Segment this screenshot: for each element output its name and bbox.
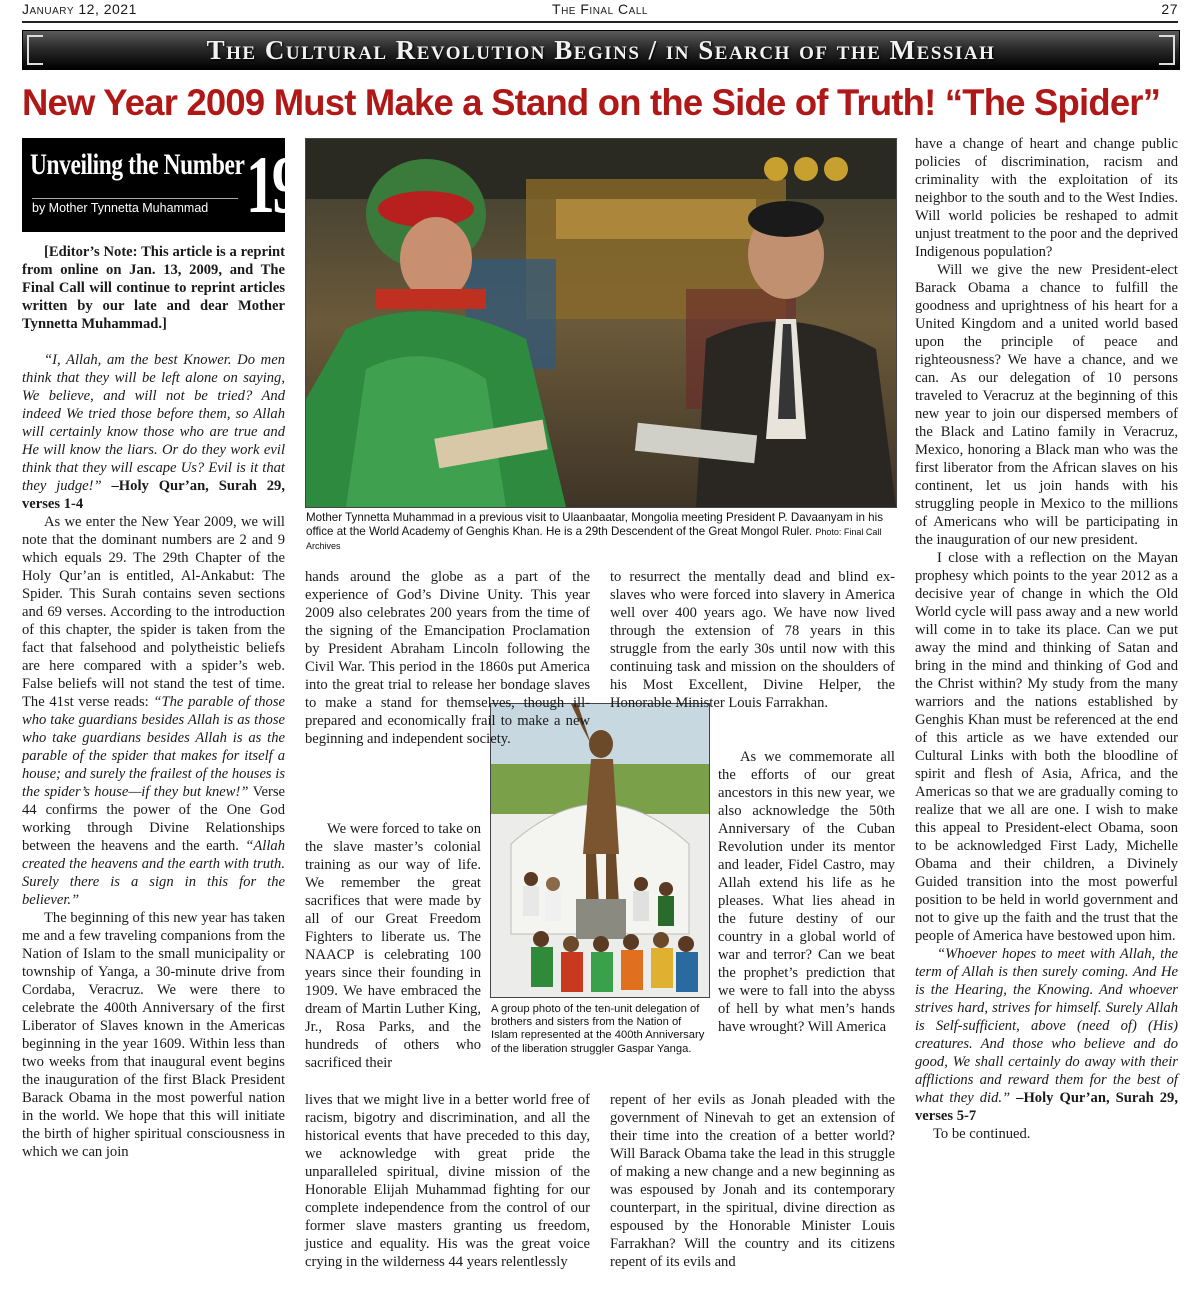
banner-title: The Cultural Revolution Begins / in Search of the Messiah xyxy=(206,35,996,65)
paragraph: As we commemorate all the efforts of our great ancestors in this new year, we also acknowledge the 50th Anniversary of the Cuban Revolution under its mentor and leader, Fidel Castro, may Allah extend his life as he pleases. What lies ahead in the future destiny of our country in a global world of war and terror? Can we beat the prophet’s prediction that we were to fall into the abyss of hell by what men’s hands have wrought? Will America xyxy=(718,749,895,1035)
column-logo-title: Unveiling the Number xyxy=(30,148,245,181)
paragraph xyxy=(22,513,285,909)
paragraph: lives that we might live in a better world free of racism, bigotry and discrimination, and all the historical events that have preceded to this day, we acknowledge with great pride the unparalleled spiritual, divine mission of the Honorable Elijah Muhammad fighting for our complete independence from the control of our former slave masters granting us freedom, justice and equality. His was the great voice crying in the wilderness 44 years relentlessly xyxy=(305,1092,590,1270)
column-3-middle xyxy=(718,748,895,1036)
photo2-caption: A group photo of the ten-unit delegation of brothers and sisters from the Nation of Islam represented at the 400th Anniversary of the liberation struggler Gaspar Yanga. xyxy=(491,1003,705,1055)
column-2-middle xyxy=(305,820,481,1072)
opening-quote xyxy=(22,351,285,513)
paragraph: Will we give the new President-elect Barack Obama a chance to fulfill the goodness and uprightness of his heart for a United Kingdom and a united world based upon the principle of peace and righteousness? We have a chance, and we can. As our delegation of 10 persons traveled to Veracruz at the beginning of this new year to join our dispersed members of the Black and Latino family in Veracruz, Mexico, honoring a Black man who was the first liberator from the African slaves on his continent, let us join hands with his struggling people in Mexico to the millions of Americans who will be participating in the inauguration of our new president. xyxy=(915,262,1178,548)
photo1-caption: Mother Tynnetta Muhammad in a previous visit to Ulaanbaatar, Mongolia meeting President P. Davaanyam in his office at the World Academy of Genghis Khan. He is a 29th Descendent of the Great Mongol Ruler. xyxy=(306,511,883,538)
closing-quote-ref: –Holy Qur’an, Surah 29, verses 5-7 xyxy=(915,1090,1178,1124)
paragraph: hands around the globe as a part of the experience of God’s Divine Unity. This year 2009 also celebrates 200 years from the time of the signing of the Emancipation Proclamation by President Abraham Lincoln following the Civil War. This period in the 1860s put America into the great trial to release her bondage slaves to make a stand for themselves, though ill-prepared and economically frail to make a new beginning and independent society. xyxy=(305,569,590,747)
closing-quote-text: “Whoever hopes to meet with Allah, the term of Allah is then surely coming. And He is the Hearing, the Knowing. And whoever strives hard, strives for himself. Surely Allah is Self-sufficient, above (need of) (His) creatures. And those who believe and do good, We shall certainly do away with their afflictions and reward them for the best of what they did.” xyxy=(915,946,1178,1106)
photo1-caption-block xyxy=(306,511,896,553)
p1-text-a: As we enter the New Year 2009, we will note that the dominant numbers are 2 and 9 which equals 29. The 29th Chapter of the Holy Qur’an is entitled, Al-Ankabut: The Spider. This Surah contains seven sections and 69 verses. According to the introduction of this chapter, the spider is taken from the fact that falsehood and polytheistic beliefs are here compared with a spider’s web. False beliefs will not stand the test of time. The 41st verse reads: xyxy=(22,514,285,710)
publication-name: The Final Call xyxy=(552,1,648,17)
closing-quote xyxy=(915,945,1178,1125)
p1-text-b: Verse 44 confirms the power of the One God working through Divine Relationships between the heavens and the earth. xyxy=(22,784,285,854)
opening-quote-ref: –Holy Qur’an, Surah 29, verses 1-4 xyxy=(22,478,285,512)
column-4 xyxy=(915,135,1178,1143)
to-be-continued: To be continued. xyxy=(933,1126,1031,1142)
column-logo-number: 19 xyxy=(246,139,298,230)
paragraph: I close with a reflection on the Mayan prophesy which points to the year 2012 as a decisive year of change in which the Old World cycle will pass away and a new world will come in to take its place. Can we put away the mind and thinking of Satan and bring in the mind and thinking of God and the Christ within? My study from the many warriors and the nations established by Genghis Khan must be referenced at the end of this article as we have extended our Cultural Links with both the bloodline of spirit and flesh of Asia, Africa, and the Americas so that we are gradually coming to realize that we all are one. I wish to make this appeal to President-elect Obama, soon to be acknowledged First Lady, Michelle Obama and their children, a Divinely Guided transition into the most powerful position to be held in world government and not to give up the faith and the trust that the people of America have bestowed upon him. xyxy=(915,550,1178,944)
page-number: 27 xyxy=(1161,1,1178,17)
column-2-top xyxy=(305,568,590,748)
column-logo xyxy=(22,138,298,232)
column-3-top xyxy=(610,568,895,712)
p1-quote-2: “Allah created the heavens and the earth with truth. Surely there is a sign in this for the believer.” xyxy=(22,838,285,908)
opening-quote-text: “I, Allah, am the best Knower. Do men think that they will be left alone on saying, We believe, and will not be tried? And indeed We tried those before them, so Allah will certainly know those who are true and He will know the liars. Or do they work evil think that they will escape Us? Evil is it that they judge!” xyxy=(22,352,285,494)
photo-mongolia-meeting xyxy=(305,138,897,508)
article-headline: New Year 2009 Must Make a Stand on the Side of Truth! “The Spider” xyxy=(22,82,1161,123)
paragraph: repent of her evils as Jonah pleaded with the government of Ninevah to get an extension of their time into the creation of a better world? Will Barack Obama take the lead in this struggle of making a new change and a new beginning as was espoused by Jonah and its contemporary counterpart, in the spiritual, divine direction as espoused by the Honorable Minister Louis Farrakhan? Will the country and its citizens repent of its evils and xyxy=(610,1092,895,1270)
column-3-bottom xyxy=(610,1091,895,1271)
paragraph: The beginning of this new year has taken me and a few traveling companions from the Nation of Islam to the small municipality or township of Yanga, a 30-minute drive from Cordaba, Veracruz. We were there to celebrate the 400th Anniversary of the first Liberator of Slaves known in the Americas beginning in the year 1609. Within less than two weeks from that inaugural event begins the inauguration of the first Black President Barack Obama in the most powerful nation in the world. We hope that this will initiate the birth of higher spiritual consciousness in which we can join xyxy=(22,910,285,1160)
column-logo-byline: by Mother Tynnetta Muhammad xyxy=(32,198,238,215)
paragraph: We were forced to take on the slave master’s colonial training as our way of life. We remember the great sacrifices that were made by all of our Great Freedom Fighters to liberate us. The NAACP is celebrating 100 years since their founding in 1909. We have embraced the dream of Martin Luther King, Jr., Rosa Parks, and the hundreds of others who sacrificed their xyxy=(305,821,481,1071)
paragraph: have a change of heart and change public policies of discrimination, racism and criminality with the exploitation of its neighbor to the south and to the West Indies. Will world policies be reshaped to admit unjust treatment to the poor and the deprived Indigenous population? xyxy=(915,136,1178,260)
photo1-credit: Photo: Final Call Archives xyxy=(306,527,882,551)
header-rule xyxy=(22,21,1178,23)
photo-mongolia-image xyxy=(306,139,896,507)
editors-note: [Editor’s Note: This article is a reprint from online on Jan. 13, 2009, and The Final Call will continue to reprint articles written by our late and dear Mother Tynnetta Muhammad.] xyxy=(22,244,285,332)
p1-quote-1: “The parable of those who take guardians besides Allah is as those who take guardians besides Allah is as the parable of the spider that makes for itself a house; and surely the frailest of the houses is the spider’s house—if they but knew!” xyxy=(22,694,285,800)
section-banner xyxy=(22,30,1180,70)
paragraph: to resurrect the mentally dead and blind ex-slaves who were forced into slavery in America well over 400 years ago. We have now lived through the extension of 78 years in this struggle from the early 30s until now with this continuing task and mission on the shoulders of his Most Excellent, Divine Helper, the Honorable Minister Louis Farrakhan. xyxy=(610,569,895,711)
column-1 xyxy=(22,243,285,1161)
column-2-bottom xyxy=(305,1091,590,1271)
issue-date: January 12, 2021 xyxy=(22,1,137,17)
